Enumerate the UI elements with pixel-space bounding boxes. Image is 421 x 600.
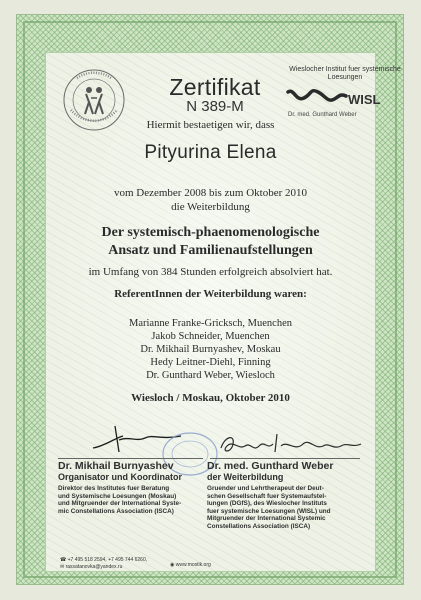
description-line: Gruender und Lehrtherapeut der Deut- [207,485,324,492]
referent-item: Marianne Franke-Gricksch, Muenchen [129,318,292,329]
recipient-name: Pityurina Elena [144,142,277,163]
institute-doctor: Dr. med. Gunthard Weber [288,112,357,118]
course-heading [60,224,361,260]
period-line: vom Dezember 2008 bis zum Oktober 2010 [113,187,308,199]
wisl-logo-icon [286,86,348,106]
signature-weber [215,428,365,462]
referent-item: Dr. Mikhail Burnyashev, Moskau [140,344,281,355]
description-line: schen Gesellschaft fuer Systemaufstel- [207,492,327,500]
signatory-weber [207,460,367,531]
description-line: Constellations Association (ISCA) [207,522,311,530]
hours-text: im Umfang von 384 Stunden erfolgreich absolviert hat. [88,266,333,278]
signatory-name: Dr. Mikhail Burnyashev [58,460,174,472]
signature-line [58,458,203,459]
signatory-role: der Weiterbildung [207,472,284,482]
signatory-name: Dr. med. Gunthard Weber [207,460,334,472]
contact-info [60,557,170,571]
description-line: Direktor des Institutes fuer Beratung [58,485,170,492]
institute-abbreviation: WISL [348,92,381,107]
contact-phone: ☎ +7 495 518 2594, +7 495 744 6260, [60,557,148,563]
course-heading-line: Ansatz und Familienaufstellungen [108,243,313,258]
institute-name: Wieslocher Institut fuer systemische Loesungen [289,66,401,81]
intro-text: Hiermit bestaetigen wir, dass [146,119,275,131]
description-line: und Systemische Loesungen (Moskau) [58,492,177,500]
signatory-role: Organisator und Koordinator [58,472,183,482]
referent-item: Hedy Leitner-Diehl, Finning [150,357,271,368]
signature-line [210,458,360,459]
referent-item: Jakob Schneider, Muenchen [151,331,270,342]
place-date: Wiesloch / Moskau, Oktober 2010 [131,392,290,404]
course-heading-line: Der systemisch-phaenomenologische [101,225,320,240]
certificate-title: Zertifikat [169,74,261,100]
description-line: und Mitgruender der International Syste- [58,500,182,508]
period-line: die Weiterbildung [171,201,250,213]
certificate-number: N 389-M [186,98,244,115]
signatory-burnyashev [58,460,208,515]
signatory-description [207,485,367,531]
description-line: lungen (DGfS), des Wieslocher Instituts [207,500,327,508]
signatory-description [58,485,208,515]
description-line: mic Constellations Association (ISCA) [58,507,174,515]
contact-web: ◉ www.mostik.org [170,562,211,568]
description-line: Mitgruender der International Systemic [207,515,326,523]
referents-intro: ReferentInnen der Weiterbildung waren: [114,288,307,300]
referents-list [60,317,361,382]
description-line: fuer systemische Loesungen (WISL) und [207,507,331,515]
contact-email: ✉ rassatanovka@yandex.ru [60,564,123,570]
referent-item: Dr. Gunthard Weber, Wiesloch [146,370,275,381]
period-text [60,186,361,214]
